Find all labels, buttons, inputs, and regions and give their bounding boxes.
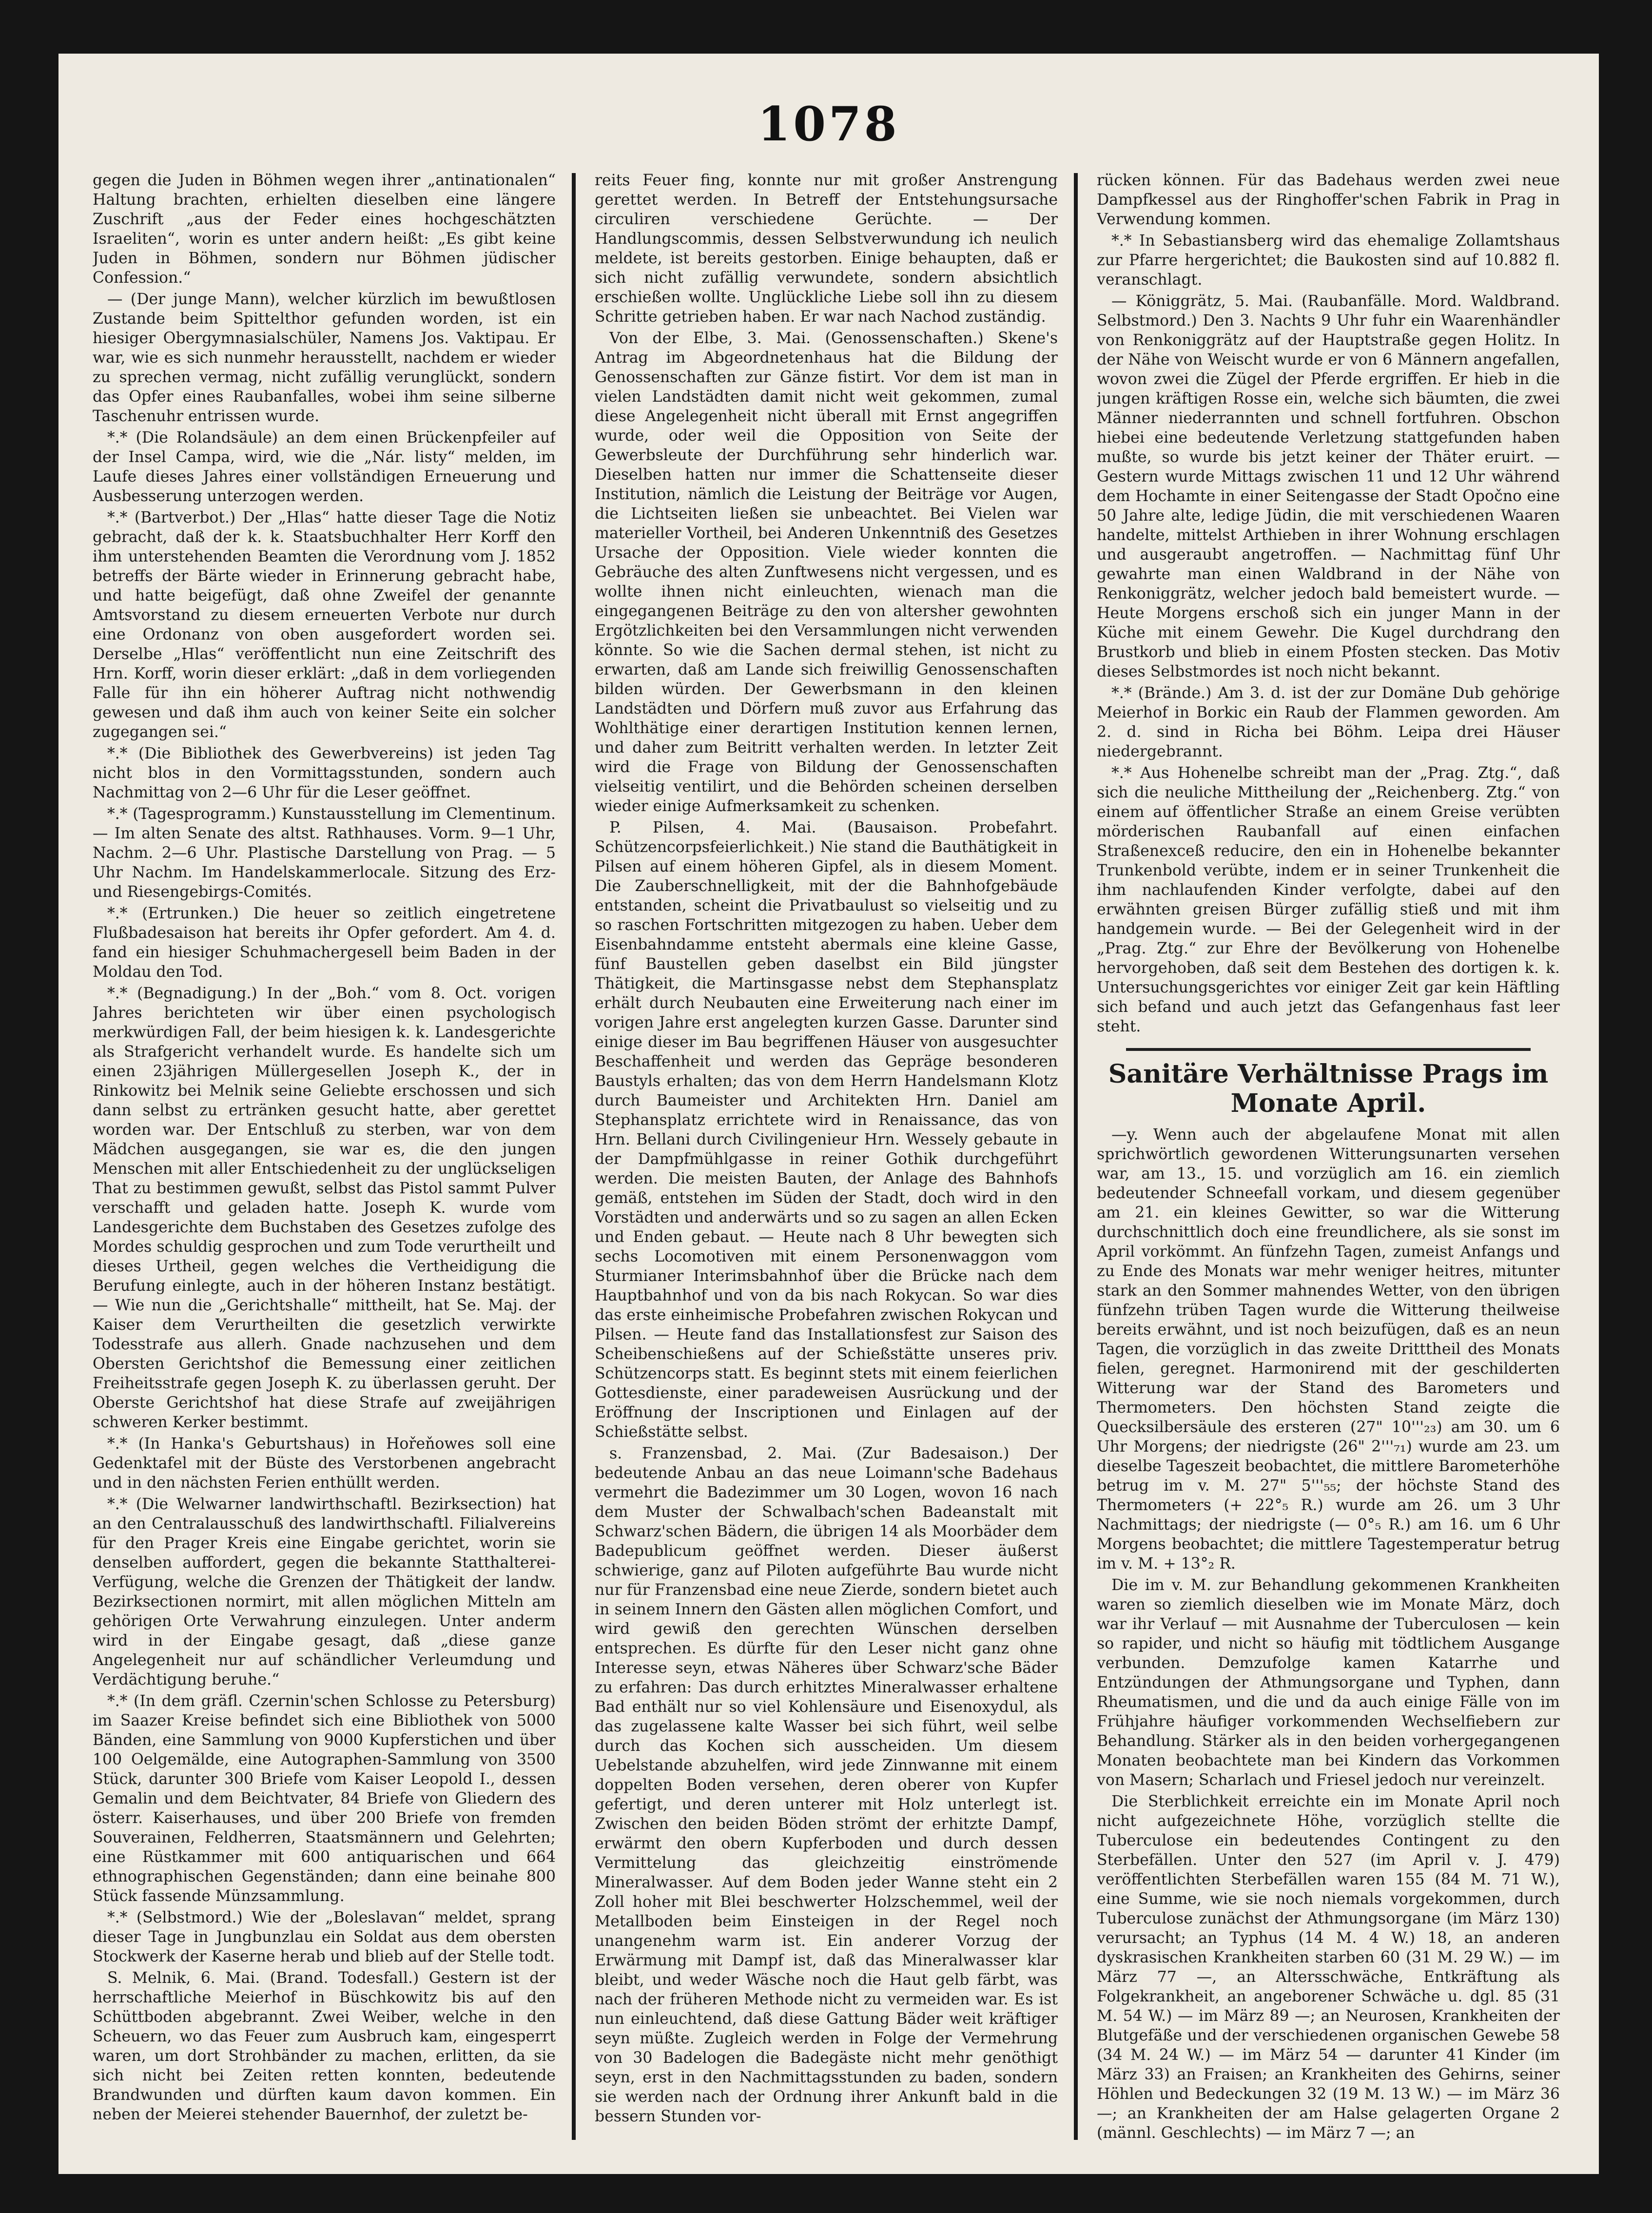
- column-rule: [572, 173, 576, 2140]
- paragraph: S. Melnik, 6. Mai. (Brand. Todesfall.) Gestern ist der herrschaftliche Meierhof in Büschkowitz bis auf den Schüttboden abgebrannt. Zwei Weiber, welche in den Scheuern, wo das Feuer zum Ausbruch kam, eingesperrt waren, um dort Strohbänder zu machen, erlitten, da sie sich nicht bei Zeiten retten konnten, bedeutende Brandwunden und dürften kaum davon kommen. Ein neben der Meierei stehender Bauernhof, der zuletzt be-: [93, 1969, 556, 2123]
- column-left: [93, 171, 556, 2145]
- paragraph: *.* (Die Bibliothek des Gewerbvereins) ist jeden Tag nicht blos in den Vormittagsstunden, sondern auch Nachmittag von 2—6 Uhr für die Leser geöffnet.: [93, 745, 556, 801]
- paragraph: *.* (Brände.) Am 3. d. ist der zur Domäne Dub gehörige Meierhof in Borkic ein Raub der Flammen geworden. Am 2. d. sind in Richa bei Böhm. Leipa drei Häuser niedergebrannt.: [1097, 684, 1560, 760]
- column-rule: [1074, 173, 1078, 2140]
- paragraph: *.* (Ertrunken.) Die heuer so zeitlich eingetretene Flußbadesaison hat bereits ihr Opfer gefordert. Am 4. d. fand ein hiesiger Schuhmachergesell beim Baden in der Moldau den Tod.: [93, 905, 556, 981]
- paragraph: Die Sterblichkeit erreichte ein im Monate April noch nicht aufgezeichnete Höhe, vorzüglich stellte die Tuberculose ein bedeutendes Contingent zu den Sterbefällen. Unter den 527 (im April v. J. 479) veröffentlichten Sterbefällen waren 155 (84 M. 71 W.), eine Summe, wie sie noch niemals vorgekommen, durch Tuberculose zunächst der Athmungsorgane (im März 130) verursacht; an Typhus (14 M. 4 W.) 18, an anderen dyskrasischen Krankheiten starben 60 (31 M. 29 W.) — im März 77 —, an Altersschwäche, Entkräftung als Folgekrankheit, an angeborener Schwäche u. dgl. 85 (31 M. 54 W.) — im März 89 —; an Neurosen, Krankheiten der Blutgefäße und der verschiedenen organischen Gewebe 58 (34 M. 24 W.) — im März 54 — darunter 41 Kinder (im März 33) an Fraisen; an Krankheiten des Gehirns, seiner Höhlen und Bedeckungen 32 (19 M. 13 W.) — im März 36 —; an Krankheiten der am Halse gelagerten Organe 2 (männl. Geschlechts) — im März 7 —; an: [1097, 1793, 1560, 2142]
- paragraph: s. Franzensbad, 2. Mai. (Zur Badesaison.) Der bedeutende Anbau an das neue Loimann'sche Badehaus vermehrt die Badezimmer um 30 Logen, wovon 16 nach dem Muster der Schwalbach'schen Badeanstalt mit Schwarz'schen Bädern, die übrigen 14 als Moorbäder dem Badepublicum geöffnet werden. Dieser äußerst schwierige, ganz auf Piloten aufgeführte Bau wurde nicht nur für Franzensbad eine neue Zierde, sondern bietet auch in seinem Innern den Gästen allen möglichen Comfort, und wird gewiß den gerechten Wünschen derselben entsprechen. Es dürfte für den Leser nicht ganz ohne Interesse seyn, etwas Näheres über Schwarz'sche Bäder zu erfahren: Das durch erhitztes Mineralwasser erhaltene Bad enthält nur so viel Kohlensäure und Eisenoxydul, als das zugelassene kalte Wasser bei sich führt, weil selbe durch das Kochen sich ausscheiden. Um diesem Uebelstande abzuhelfen, wird jede Zinnwanne mit einem doppelten Boden versehen, deren oberer von Kupfer gefertigt, und deren unterer mit Holz unterlegt ist. Zwischen den beiden Böden strömt der erhitzte Dampf, erwärmt den obern Kupferboden und durch dessen Vermittelung das gleichzeitig einströmende Mineralwasser. Auf dem Boden jeder Wanne steht ein 2 Zoll hoher mit Blei beschwerter Holzschemmel, weil der Metallboden beim Einsteigen in der Regel noch unangenehm warm ist. Ein anderer Vorzug der Erwärmung mit Dampf ist, daß das Mineralwasser klar bleibt, und weder Wäsche noch die Haut gelb färbt, was nach der früheren Methode nicht zu vermeiden war. Es ist nun einleuchtend, daß diese Gattung Bäder weit kräftiger seyn müßte. Zugleich werden in Folge der Vermehrung von 30 Badelogen die Badegäste nicht mehr genöthigt seyn, erst in den Nachmittagsstunden zu baden, sondern sie werden nach der Ordnung ihrer Ankunft bald in die bessern Stunden vor-: [595, 1445, 1058, 2125]
- paragraph: *.* (Tagesprogramm.) Kunstausstellung im Clementinum. — Im alten Senate des altst. Rathhauses. Vorm. 9—1 Uhr, Nachm. 2—6 Uhr. Plastische Darstellung von Prag. — 5 Uhr Nachm. Im Handelskammerlocale. Sitzung des Erz- und Riesengebirgs-Comités.: [93, 805, 556, 901]
- paragraph: *.* (Begnadigung.) In der „Boh.“ vom 8. Oct. vorigen Jahres berichteten wir über einen psychologisch merkwürdigen Fall, der beim hiesigen k. k. Landesgerichte als Strafgericht verhandelt wurde. Es handelte sich um einen 23jährigen Müllergesellen Joseph K., der in Rinkowitz bei Melnik seine Geliebte erschossen und sich dann selbst zu ertränken gesucht hatte, aber gerettet worden war. Der Entschluß zu sterben, war von dem Mädchen ausgegangen, sie war es, die den jungen Menschen mit aller Entschiedenheit zu der unglückseligen That zu bestimmen gewußt, selbst das Pistol sammt Pulver verschafft und geladen hatte. Joseph K. wurde vom Landesgerichte dem Buchstaben des Gesetzes zufolge des Mordes schuldig gesprochen und zum Tode verurtheilt und dieses Urtheil, gegen welches die Vertheidigung die Berufung einlegte, auch in der höheren Instanz bestätigt. — Wie nun die „Gerichtshalle“ mittheilt, hat Se. Maj. der Kaiser dem Verurtheilten die gesetzlich verwirkte Todesstrafe aus allerh. Gnade nachzusehen und dem Obersten Gerichtshof die Bemessung einer zeitlichen Freiheitsstrafe gegen Joseph K. zu überlassen geruht. Der Oberste Gerichtshof hat diese Strafe auf zweijährigen schweren Kerker bestimmt.: [93, 985, 556, 1431]
- paragraph: *.* (Die Welwarner landwirthschaftl. Bezirksection) hat an den Centralausschuß des landwirthschaftl. Filialvereins für den Prager Kreis eine Eingabe gerichtet, worin sie denselben auffordert, gegen die bekannte Statthalterei-Verfügung, welche die Grenzen der Thätigkeit der landw. Bezirksectionen normirt, mit allen möglichen Mitteln am gehörigen Orte Verwahrung einzulegen. Unter anderm wird in der Eingabe gesagt, daß „diese ganze Angelegenheit nur auf schändlicher Verleumdung und Verdächtigung beruhe.“: [93, 1495, 556, 1689]
- paragraph: — Königgrätz, 5. Mai. (Raubanfälle. Mord. Waldbrand. Selbstmord.) Den 3. Nachts 9 Uhr fuhr ein Waarenhändler von Renkoniggrätz auf der Hauptstraße gegen Holitz. In der Nähe von Weischt wurde er von 6 Männern angefallen, wovon zwei die Zügel der Pferde ergriffen. Er hieb in die jungen kräftigen Rosse ein, welche sich bäumten, die zwei Männer niederrannten und schnell fortfuhren. Obschon hiebei eine bedeutende Verletzung stattgefunden haben mußte, so wurde bis jetzt keiner der Thäter eruirt. — Gestern wurde Mittags zwischen 11 und 12 Uhr während dem Hochamte in einer Seitengasse der Stadt Opočno eine 50 Jahre alte, ledige Jüdin, die mit verschiedenen Waaren handelte, mittelst Arthieben in ihrer Wohnung erschlagen und ausgeraubt angetroffen. — Nachmittag fünf Uhr gewahrte man einen Waldbrand in der Nähe von Renkoniggrätz, welcher jedoch bald bemeistert wurde. — Heute Morgens erschoß sich ein junger Mann in der Küche mit einem Gewehr. Die Kugel durchdrang den Brustkorb und blieb in einem Pfosten stecken. Das Motiv dieses Selbstmordes ist noch nicht bekannt.: [1097, 292, 1560, 680]
- paragraph: *.* (Die Rolandsäule) an dem einen Brückenpfeiler auf der Insel Campa, wird, wie die „Nár. listy“ melden, im Laufe dieses Jahres einer vollständigen Erneuerung und Ausbesserung unterzogen werden.: [93, 429, 556, 505]
- paragraph: gegen die Juden in Böhmen wegen ihrer „antinationalen“ Haltung brachten, erhielten dieselben eine längere Zuschrift „aus der Feder eines hochgeschätzten Israeliten“, worin es unter andern heißt: „Es gibt keine Juden in Böhmen, sondern nur Böhmen jüdischer Confession.“: [93, 172, 556, 287]
- paragraph: — (Der junge Mann), welcher kürzlich im bewußtlosen Zustande beim Spittelthor gefunden worden, ist ein hiesiger Obergymnasialschüler, Namens Jos. Vaktipau. Er war, wie es sich nunmehr herausstellt, nachdem er wieder zu sprechen vermag, nicht zufällig verunglückt, sondern das Opfer eines Raubanfalles, wobei ihm seine silberne Taschenuhr entrissen wurde.: [93, 291, 556, 425]
- paragraph: Von der Elbe, 3. Mai. (Genossenschaften.) Skene's Antrag im Abgeordnetenhaus hat die Bildung der Genossenschaften zur Gänze fistirt. Vor dem ist man in vielen Landstädten damit nicht weit gekommen, zumal diese Angelegenheit nicht überall mit Ernst angegriffen wurde, oder weil die Opposition von Seite der Gewerbsleute der Durchführung sehr hinderlich war. Dieselben hatten nur immer die Schattenseite dieser Institution, nämlich die Leistung der Beiträge vor Augen, die Lichtseiten ließen sie unbeachtet. Bei Vielen war materieller Vortheil, bei Anderen Unkenntniß des Gesetzes Ursache der Opposition. Viele wieder konnten die Gebräuche des alten Zunftwesens nicht vergessen, und es wollte ihnen nicht einleuchten, wienach man die eingegangenen Beiträge zu den von altersher gewohnten Ergötzlichkeiten bei den Versammlungen nicht verwenden könnte. So wie die Sachen dermal stehen, ist nicht zu erwarten, daß am Lande sich freiwillig Genossenschaften bilden würden. Der Gewerbsmann in den kleinen Landstädten und Dörfern muß zuvor aus Erfahrung das Wohlthätige einer derartigen Institution kennen lernen, und daher zum Beitritt verhalten werden. In letzter Zeit wird die Frage von Bildung der Genossenschaften vielseitig ventilirt, und die Behörden scheinen derselben wieder einige Aufmerksamkeit zu schenken.: [595, 330, 1058, 815]
- paragraph: *.* (In Hanka's Geburtshaus) in Hořeňowes soll eine Gedenktafel mit der Büste des Verstorbenen angebracht und in den nächsten Ferien enthüllt werden.: [93, 1435, 556, 1492]
- article-heading: Sanitäre Verhältnisse Prags im Monate April.: [1108, 1059, 1549, 1118]
- paragraph: *.* (Selbstmord.) Wie der „Boleslavan“ meldet, sprang dieser Tage in Jungbunzlau ein Soldat aus dem obersten Stockwerk der Kaserne herab und blieb auf der Stelle todt.: [93, 1909, 556, 1965]
- column-right: [1097, 171, 1560, 2145]
- page-number: 1078: [758, 97, 900, 152]
- column-middle: [595, 171, 1058, 2145]
- paragraph: rücken können. Für das Badehaus werden zwei neue Dampfkessel aus der Ringhoffer'schen Fabrik in Prag in Verwendung kommen.: [1097, 172, 1560, 228]
- paragraph: *.* Aus Hohenelbe schreibt man der „Prag. Ztg.“, daß sich die neuliche Mittheilung der „Reichenberg. Ztg.“ von einem auf öffentlicher Straße an einem Greise verübten mörderischen Raubanfall auf einen einfachen Straßenexceß reducire, den ein in Hohenelbe bekannter Trunkenbold verübte, indem er in seiner Trunkenheit die ihm nachlaufenden Kinder verfolgte, dabei auf den erwähnten greisen Bürger zufällig stieß und mit ihm handgemein wurde. — Bei der Gelegenheit wird in der „Prag. Ztg.“ zur Ehre der Bevölkerung von Hohenelbe hervorgehoben, daß seit dem Bestehen des dortigen k. k. Untersuchungsgerichtes vor einiger Zeit gar kein Häftling sich befand und auch jetzt das Gefangenhaus fast leer steht.: [1097, 764, 1560, 1035]
- newspaper-page: [58, 54, 1599, 2174]
- paragraph: P. Pilsen, 4. Mai. (Bausaison. Probefahrt. Schützencorpsfeierlichkeit.) Nie stand die Bauthätigkeit in Pilsen auf einem höheren Gipfel, als in diesem Moment. Die Zauberschnelligkeit, mit der die Bahnhofgebäude entstanden, scheint die Privatbaulust so vielseitig und zu so raschen Fortschritten mitgezogen zu haben. Ueber dem Eisenbahndamme entsteht abermals eine kleine Gasse, fünf Baustellen geben daselbst ein Bild jüngster Thätigkeit, die Martinsgasse nebst dem Stephansplatz erhält durch Neubauten eine Erweiterung nach einer im vorigen Jahre erst angelegten kurzen Gasse. Darunter sind einige dieser im Bau begriffenen Häuser von ausgesuchter Beschaffenheit und werden das Gepräge besonderen Baustyls erhalten; das von dem Herrn Handelsmann Klotz durch Baumeister und Architekten Hrn. Daniel am Stephansplatz errichtete wird in Renaissance, das von Hrn. Bellani durch Civilingenieur Hrn. Wessely gebaute in der Dampfmühlgasse in reiner Gothik durchgeführt werden. Die meisten Bauten, der Anlage des Bahnhofs gemäß, entstehen im Süden der Stadt, doch wird in den Vorstädten und anderwärts und so zu sagen an allen Ecken und Enden gebaut. — Heute nach 8 Uhr bewegten sich sechs Locomotiven mit einem Personenwaggon vom Sturmianer Interimsbahnhof über die Brücke nach dem Hauptbahnhof und von da bis nach Rokycan. So war dies das erste einheimische Probefahren zwischen Rokycan und Pilsen. — Heute fand das Installationsfest zur Saison des Scheibenschießens auf der Schießstätte unseres priv. Schützencorps statt. Es beginnt stets mit einem feierlichen Gottesdienste, einer paradeweisen Ausrückung und der Eröffnung der Inscriptionen und Einlagen auf der Schießstätte selbst.: [595, 819, 1058, 1441]
- paragraph: —y. Wenn auch der abgelaufene Monat mit allen sprichwörtlich gewordenen Witterungsunarten versehen war, am 13., 15. und vorzüglich am 16. ein ziemlich bedeutender Schneefall vorkam, und diesem gegenüber am 21. ein kleines Gewitter, so war die Witterung durchschnittlich doch eine freundlichere, als sie sonst im April vorkömmt. An fünfzehn Tagen, zumeist Anfangs und zu Ende des Monats war mehr weniger heitres, mitunter stark an den Sommer mahnendes Wetter, von den übrigen fünfzehn trüben Tagen wurde die Witterung theilweise bereits erwähnt, und ist noch beizufügen, daß es an neun Tagen, die vorzüglich in das zweite Dritttheil des Monats fielen, geregnet. Harmonirend mit der geschilderten Witterung war der Stand des Barometers und Thermometers. Den höchsten Stand zeigte die Quecksilbersäule des ersteren (27" 10'''₂₃) am 30. um 6 Uhr Morgens; der niedrigste (26" 2'''₇₁) wurde am 23. um dieselbe Tageszeit beobachtet, die mittlere Barometerhöhe betrug im v. M. 27" 5'''₅₅; der höchste Stand des Thermometers (+ 22°₅ R.) wurde am 26. um 3 Uhr Nachmittags; der niedrigste (— 0°₅ R.) am 16. um 6 Uhr Morgens beobachtet; die mittlere Tagestemperatur betrug im v. M. + 13°₂ R.: [1097, 1126, 1560, 1572]
- section-divider: [1126, 1048, 1531, 1051]
- paragraph: *.* In Sebastiansberg wird das ehemalige Zollamtshaus zur Pfarre hergerichtet; die Baukosten sind auf 10.882 fl. veranschlagt.: [1097, 232, 1560, 289]
- paragraph: *.* (In dem gräfl. Czernin'schen Schlosse zu Petersburg) im Saazer Kreise befindet sich eine Bibliothek von 5000 Bänden, eine Sammlung von 9000 Kupferstichen und über 100 Oelgemälde, eine Autographen-Sammlung von 3500 Stück, darunter 300 Briefe vom Kaiser Leopold I., dessen Gemalin und dem Beichtvater, 84 Briefe von Gliedern des österr. Kaiserhauses, und über 200 Briefe von fremden Souverainen, Feldherren, Staatsmännern und Gelehrten; eine Rüstkammer mit 600 antiquarischen und 664 ethnographischen Gegenständen; dann eine beinahe 800 Stück fassende Münzsammlung.: [93, 1692, 556, 1905]
- paragraph: *.* (Bartverbot.) Der „Hlas“ hatte dieser Tage die Notiz gebracht, daß der k. k. Staatsbuchhalter Herr Korff den ihm unterstehenden Beamten die Verordnung vom J. 1852 betreffs der Bärte wieder in Erinnerung gebracht habe, und hatte beigefügt, daß ohne Zweifel der genannte Amtsvorstand zu diesem erneuerten Verbote nur durch eine Ordonanz von oben ausgefordert worden sei. Derselbe „Hlas“ veröffentlicht nun eine Zeitschrift des Hrn. Korff, worin dieser erklärt: „daß in dem vorliegenden Falle für ihn ein höherer Auftrag nicht nothwendig gewesen und daß ihm auch von keiner Seite ein solcher zugegangen sei.“: [93, 509, 556, 741]
- paragraph: Die im v. M. zur Behandlung gekommenen Krankheiten waren so ziemlich dieselben wie im Monate März, doch war ihr Verlauf — mit Ausnahme der Tuberculosen — kein so rapider, und nicht so häufig mit tödtlichem Ausgange verbunden. Demzufolge kamen Katarrhe und Entzündungen der Athmungsorgane und Typhen, dann Rheumatismen, und die und da auch einige Fälle von im Frühjahre häufiger vorkommenden Wechselfiebern zur Behandlung. Stärker als in den beiden vorhergegangenen Monaten beobachtete man bei Kindern das Vorkommen von Masern; Scharlach und Friesel jedoch nur vereinzelt.: [1097, 1576, 1560, 1789]
- paragraph: reits Feuer fing, konnte nur mit großer Anstrengung gerettet werden. In Betreff der Entstehungsursache circuliren verschiedene Gerüchte. — Der Handlungscommis, dessen Selbstverwundung ich neulich meldete, ist bereits gestorben. Einige behaupten, daß er sich nicht zufällig verwundete, sondern absichtlich erschießen wollte. Unglückliche Liebe soll ihn zu diesem Schritte getrieben haben. Er war nach Nachod zuständig.: [595, 172, 1058, 326]
